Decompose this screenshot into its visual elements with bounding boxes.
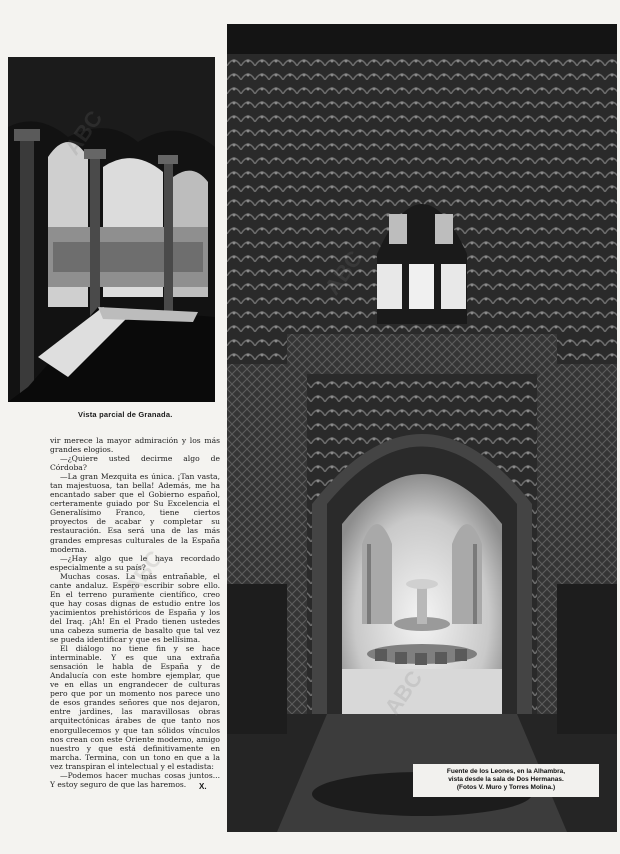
caption-line: vista desde la sala de Dos Hermanas.	[448, 776, 564, 783]
article-paragraph: —¿Quiere usted decirme algo de Córdoba?	[50, 454, 220, 473]
granada-photo	[8, 57, 215, 402]
article-paragraph: —La gran Mezquita es única. ¡Tan vasta, tan majestuosa, tan bella! Además, me ha encantado saber que el Gobierno español, certeramente guiado por Su Excelencia el Generalísimo Franco, tiene ciertos proyectos de acabar y completar su restauración. Esa será una de las más grandes empresas culturales de la España moderna.	[50, 472, 220, 554]
article-paragraph: vir merece la mayor admiración y los más grandes elogios.	[50, 436, 220, 455]
article-paragraph: El diálogo no tiene fin y se hace interminable. Y es que una extraña sensación le habla de España y de Andalucía con este hombre ejemplar, que ve en ellas un engrandecer de culturas pero que por un momento nos parece uno de esos grandes señores que nos dejaron, entre jardines, las maravillosas obras arquitectónicas árabes de que tanto nos enorgullecemos y que tan sólidos vínculos nos crean con este Oriente moderno, amigo nuestro y que está definitivamente en marcha. Termina, con un tono en que a la vez transpiran el intelectual y el estadista:	[50, 644, 220, 771]
caption-line: (Fotos V. Muro y Torres Molina.)	[456, 784, 556, 791]
article-signature: X.	[199, 782, 207, 791]
granada-photo-caption: Vista parcial de Granada.	[78, 410, 173, 419]
watermark: ABC	[119, 546, 168, 600]
alhambra-photo-caption	[413, 764, 599, 797]
article-paragraph: —¿Hay algo que le haya recordado especialmente a su país?	[50, 553, 220, 572]
article-paragraph: —Podemos hacer muchas cosas juntos... Y estoy seguro de que las haremos.	[50, 770, 220, 789]
article-text	[50, 436, 220, 789]
alhambra-photo	[227, 24, 617, 832]
article-paragraph: Muchas cosas. La más entrañable, el cante andaluz. Espero escribir sobre ello. En el terreno puramente científico, creo que hay cosas dignas de estudio entre los yacimientos prehistóricos de España y los del Iraq. ¡Ah! En el Prado tienen ustedes una cabeza sumeria de basalto que tal vez se pueda identificar y que es bellísima.	[50, 571, 220, 645]
caption-line: Fuente de los Leones, en la Alhambra,	[446, 768, 566, 775]
